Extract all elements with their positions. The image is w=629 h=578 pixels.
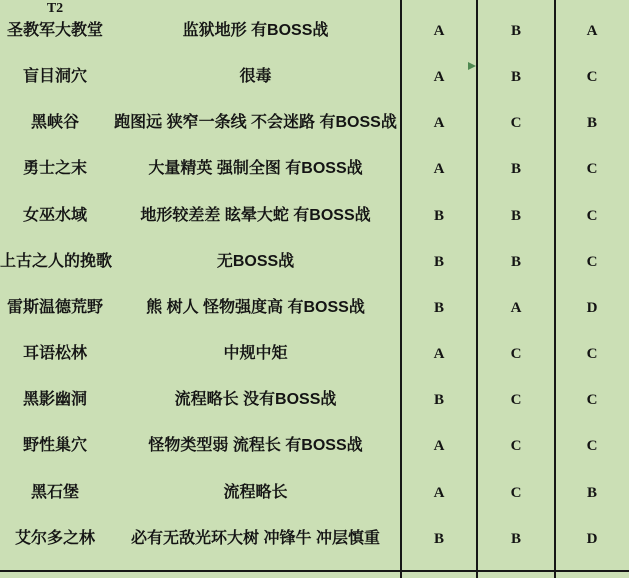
map-name-cell[interactable]: 黑峡谷 [30, 114, 79, 132]
grade-cell-1[interactable]: A [433, 115, 445, 132]
grade-cell-1[interactable]: A [433, 346, 445, 363]
grade-cell-1[interactable]: B [433, 207, 444, 224]
grade-cell-2[interactable]: C [510, 484, 522, 501]
green-arrow-marker-icon [468, 62, 476, 70]
table-row [0, 63, 629, 109]
table-row [0, 109, 629, 155]
column-gridline-3 [554, 0, 556, 578]
table-row [0, 386, 629, 432]
map-notes-cell[interactable]: 无BOSS战 [216, 252, 295, 270]
table-row [0, 340, 629, 386]
map-notes-cell[interactable]: 必有无敌光环大树 冲锋牛 冲层慎重 [131, 529, 380, 547]
grade-cell-3[interactable]: C [586, 161, 598, 178]
grade-cell-3[interactable]: C [586, 346, 598, 363]
table-body [0, 17, 629, 571]
map-name-cell[interactable]: 耳语松林 [22, 345, 87, 363]
map-name-cell[interactable]: 圣教军大教堂 [6, 22, 103, 39]
table-row [0, 248, 629, 294]
map-notes-cell[interactable]: 流程略长 没有BOSS战 [174, 391, 337, 409]
grade-cell-3[interactable]: C [586, 392, 598, 409]
grade-cell-3[interactable]: B [586, 484, 597, 501]
grade-cell-1[interactable]: A [433, 23, 445, 39]
table-row [0, 294, 629, 340]
bottom-gridline [0, 570, 629, 572]
grade-cell-3[interactable]: D [586, 530, 598, 547]
grade-cell-2[interactable]: B [510, 161, 521, 178]
grade-cell-1[interactable]: A [433, 161, 445, 178]
map-notes-cell[interactable]: 监狱地形 有BOSS战 [182, 22, 329, 39]
map-name-cell[interactable]: 勇士之末 [22, 160, 87, 178]
table-row [0, 202, 629, 248]
table-row [0, 17, 629, 63]
map-notes-cell[interactable]: 中规中矩 [223, 345, 288, 363]
table-row [0, 525, 629, 571]
grade-cell-1[interactable]: A [433, 438, 445, 455]
map-notes-cell[interactable]: 熊 树人 怪物强度高 有BOSS战 [146, 298, 365, 316]
map-notes-cell[interactable]: 流程略长 [223, 483, 288, 501]
map-name-cell[interactable]: 艾尔多之林 [14, 529, 95, 547]
grade-cell-2[interactable]: B [510, 69, 521, 86]
grade-cell-2[interactable]: C [510, 115, 522, 132]
map-notes-cell[interactable]: 跑图远 狭窄一条线 不会迷路 有BOSS战 [114, 114, 397, 132]
grade-cell-3[interactable]: C [586, 69, 598, 86]
grade-cell-3[interactable]: C [586, 207, 598, 224]
map-name-cell[interactable]: 野性巢穴 [22, 437, 87, 455]
table-row [0, 432, 629, 478]
grade-cell-1[interactable]: B [433, 253, 444, 270]
table-row [0, 479, 629, 525]
grade-cell-1[interactable]: B [433, 530, 444, 547]
grade-cell-3[interactable]: C [586, 253, 598, 270]
grade-cell-1[interactable]: A [433, 484, 445, 501]
grade-cell-1[interactable]: A [433, 69, 445, 86]
grade-cell-2[interactable]: C [510, 346, 522, 363]
map-notes-cell[interactable]: 地形较差差 眩晕大蛇 有BOSS战 [140, 206, 371, 224]
grade-cell-3[interactable]: C [586, 438, 598, 455]
map-notes-cell[interactable]: 怪物类型弱 流程长 有BOSS战 [148, 437, 363, 455]
grade-cell-2[interactable]: B [510, 23, 521, 39]
grade-cell-3[interactable]: A [586, 23, 598, 39]
table-row [0, 155, 629, 201]
map-notes-cell[interactable]: 大量精英 强制全图 有BOSS战 [148, 160, 363, 178]
column-gridline-1 [400, 0, 402, 578]
map-name-cell[interactable]: 上古之人的挽歌 [0, 252, 113, 270]
grade-cell-2[interactable]: C [510, 438, 522, 455]
grade-cell-1[interactable]: B [433, 299, 444, 316]
grade-cell-2[interactable]: B [510, 253, 521, 270]
map-notes-cell[interactable]: 很毒 [239, 68, 272, 86]
grade-cell-2[interactable]: B [510, 207, 521, 224]
map-name-cell[interactable]: 雷斯温德荒野 [6, 298, 103, 316]
tier-header-row [0, 0, 629, 17]
grade-cell-2[interactable]: A [510, 299, 522, 316]
map-name-cell[interactable]: 黑石堡 [30, 483, 79, 501]
column-gridline-2 [476, 0, 478, 578]
grade-cell-1[interactable]: B [433, 392, 444, 409]
tier-label: T2 [46, 1, 64, 16]
map-name-cell[interactable]: 女巫水域 [22, 206, 87, 224]
map-name-cell[interactable]: 盲目洞穴 [22, 68, 87, 86]
grade-cell-3[interactable]: B [586, 115, 597, 132]
grade-cell-2[interactable]: C [510, 392, 522, 409]
map-name-cell[interactable]: 黑影幽洞 [22, 391, 87, 409]
grade-cell-3[interactable]: D [586, 299, 598, 316]
grade-cell-2[interactable]: B [510, 530, 521, 547]
